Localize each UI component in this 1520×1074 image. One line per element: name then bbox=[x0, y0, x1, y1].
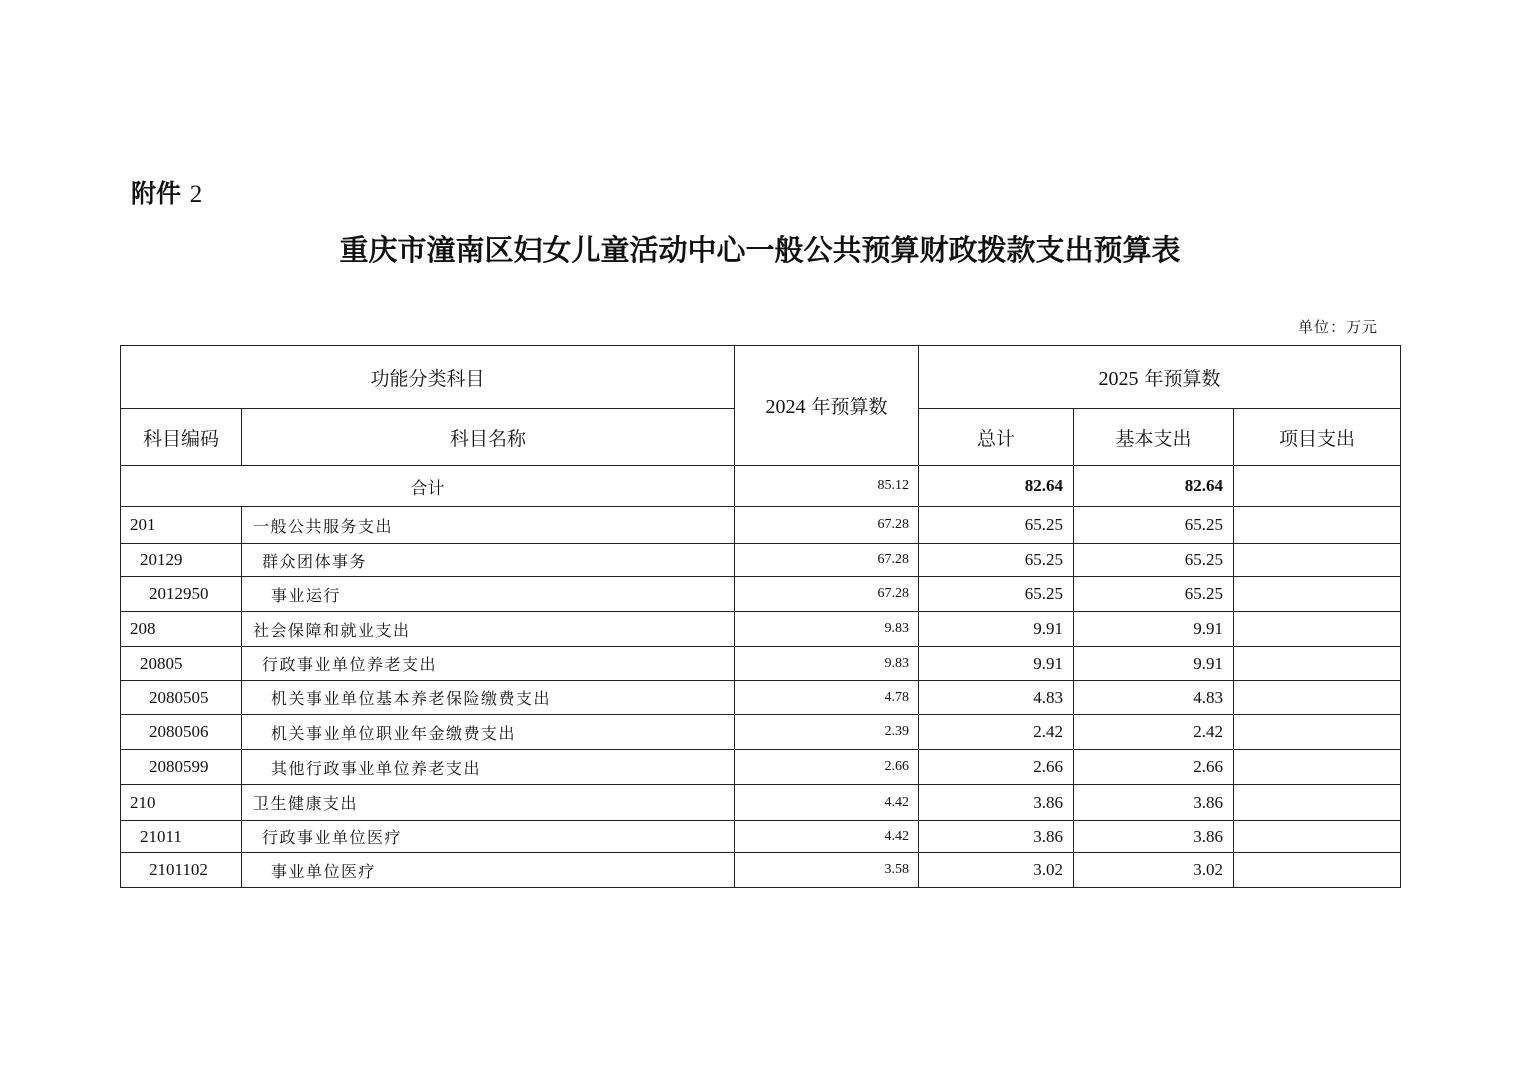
unit-label: 单位：万元 bbox=[1298, 318, 1379, 336]
budget-table bbox=[120, 345, 1401, 888]
total-project bbox=[1234, 466, 1401, 507]
row-basic: 2.66 bbox=[1074, 750, 1234, 785]
row-name: 社会保障和就业支出 bbox=[242, 612, 735, 647]
row-project bbox=[1234, 715, 1401, 750]
table-body bbox=[121, 466, 1401, 888]
row-name: 其他行政事业单位养老支出 bbox=[242, 750, 735, 785]
row-budget-2024: 2.39 bbox=[735, 715, 919, 750]
row-budget-2024: 4.78 bbox=[735, 681, 919, 715]
header-2025-suffix: 年预算数 bbox=[1144, 367, 1221, 390]
table-row bbox=[121, 750, 1401, 785]
row-budget-2024: 4.42 bbox=[735, 821, 919, 853]
row-budget-2024: 4.42 bbox=[735, 785, 919, 821]
row-budget-2024: 67.28 bbox=[735, 507, 919, 544]
row-total: 2.66 bbox=[919, 750, 1074, 785]
table-row bbox=[121, 647, 1401, 681]
row-budget-2024: 67.28 bbox=[735, 577, 919, 612]
row-code: 2080506 bbox=[121, 715, 242, 750]
header-basic: 基本支出 bbox=[1074, 409, 1234, 466]
attachment-label bbox=[131, 174, 202, 210]
row-basic: 3.86 bbox=[1074, 785, 1234, 821]
total-2024: 85.12 bbox=[735, 466, 919, 507]
row-budget-2024: 9.83 bbox=[735, 612, 919, 647]
total-row bbox=[121, 466, 1401, 507]
row-budget-2024: 9.83 bbox=[735, 647, 919, 681]
header-name: 科目名称 bbox=[242, 409, 735, 466]
page-title: 重庆市潼南区妇女儿童活动中心一般公共预算财政拨款支出预算表 bbox=[339, 233, 1181, 267]
row-code: 21011 bbox=[121, 821, 242, 853]
row-code: 210 bbox=[121, 785, 242, 821]
row-basic: 3.02 bbox=[1074, 853, 1234, 888]
row-code: 208 bbox=[121, 612, 242, 647]
row-name: 行政事业单位养老支出 bbox=[242, 647, 735, 681]
row-name: 机关事业单位职业年金缴费支出 bbox=[242, 715, 735, 750]
header-functional-category: 功能分类科目 bbox=[121, 346, 735, 409]
table-row bbox=[121, 681, 1401, 715]
table-row bbox=[121, 544, 1401, 577]
row-total: 3.02 bbox=[919, 853, 1074, 888]
row-project bbox=[1234, 785, 1401, 821]
row-code: 20805 bbox=[121, 647, 242, 681]
row-basic: 9.91 bbox=[1074, 612, 1234, 647]
row-project bbox=[1234, 750, 1401, 785]
row-project bbox=[1234, 544, 1401, 577]
row-code: 20129 bbox=[121, 544, 242, 577]
row-project bbox=[1234, 577, 1401, 612]
header-code: 科目编码 bbox=[121, 409, 242, 466]
row-name: 一般公共服务支出 bbox=[242, 507, 735, 544]
row-budget-2024: 3.58 bbox=[735, 853, 919, 888]
row-project bbox=[1234, 612, 1401, 647]
header-2024-suffix: 年预算数 bbox=[811, 396, 888, 418]
header-project: 项目支出 bbox=[1234, 409, 1401, 466]
row-project bbox=[1234, 647, 1401, 681]
table-row bbox=[121, 785, 1401, 821]
row-code: 2080599 bbox=[121, 750, 242, 785]
row-basic: 4.83 bbox=[1074, 681, 1234, 715]
row-total: 65.25 bbox=[919, 577, 1074, 612]
row-code: 201 bbox=[121, 507, 242, 544]
total-basic: 82.64 bbox=[1074, 466, 1234, 507]
row-total: 65.25 bbox=[919, 507, 1074, 544]
row-name: 行政事业单位医疗 bbox=[242, 821, 735, 853]
total-total: 82.64 bbox=[919, 466, 1074, 507]
row-budget-2024: 67.28 bbox=[735, 544, 919, 577]
table-row bbox=[121, 612, 1401, 647]
row-total: 9.91 bbox=[919, 612, 1074, 647]
row-project bbox=[1234, 853, 1401, 888]
row-code: 2101102 bbox=[121, 853, 242, 888]
row-code: 2080505 bbox=[121, 681, 242, 715]
header-2024-year: 2024 bbox=[765, 396, 806, 418]
row-basic: 65.25 bbox=[1074, 507, 1234, 544]
row-basic: 3.86 bbox=[1074, 821, 1234, 853]
table-row bbox=[121, 577, 1401, 612]
row-basic: 65.25 bbox=[1074, 544, 1234, 577]
row-project bbox=[1234, 681, 1401, 715]
row-project bbox=[1234, 507, 1401, 544]
row-basic: 2.42 bbox=[1074, 715, 1234, 750]
header-total: 总计 bbox=[919, 409, 1074, 466]
row-basic: 9.91 bbox=[1074, 647, 1234, 681]
row-name: 事业运行 bbox=[242, 577, 735, 612]
header-budget-2025 bbox=[919, 346, 1401, 409]
row-project bbox=[1234, 821, 1401, 853]
attachment-text: 附件 bbox=[131, 179, 182, 208]
row-budget-2024: 2.66 bbox=[735, 750, 919, 785]
row-name: 事业单位医疗 bbox=[242, 853, 735, 888]
row-code: 2012950 bbox=[121, 577, 242, 612]
row-name: 机关事业单位基本养老保险缴费支出 bbox=[242, 681, 735, 715]
row-name: 群众团体事务 bbox=[242, 544, 735, 577]
row-total: 65.25 bbox=[919, 544, 1074, 577]
row-basic: 65.25 bbox=[1074, 577, 1234, 612]
header-budget-2024 bbox=[735, 346, 919, 466]
row-name: 卫生健康支出 bbox=[242, 785, 735, 821]
header-2025-year: 2025 bbox=[1098, 367, 1139, 390]
row-total: 2.42 bbox=[919, 715, 1074, 750]
table-row bbox=[121, 821, 1401, 853]
attachment-number: 2 bbox=[189, 181, 203, 208]
table-row bbox=[121, 715, 1401, 750]
row-total: 4.83 bbox=[919, 681, 1074, 715]
total-label: 合计 bbox=[121, 466, 735, 507]
row-total: 3.86 bbox=[919, 821, 1074, 853]
row-total: 9.91 bbox=[919, 647, 1074, 681]
table-row bbox=[121, 507, 1401, 544]
table-row bbox=[121, 853, 1401, 888]
row-total: 3.86 bbox=[919, 785, 1074, 821]
